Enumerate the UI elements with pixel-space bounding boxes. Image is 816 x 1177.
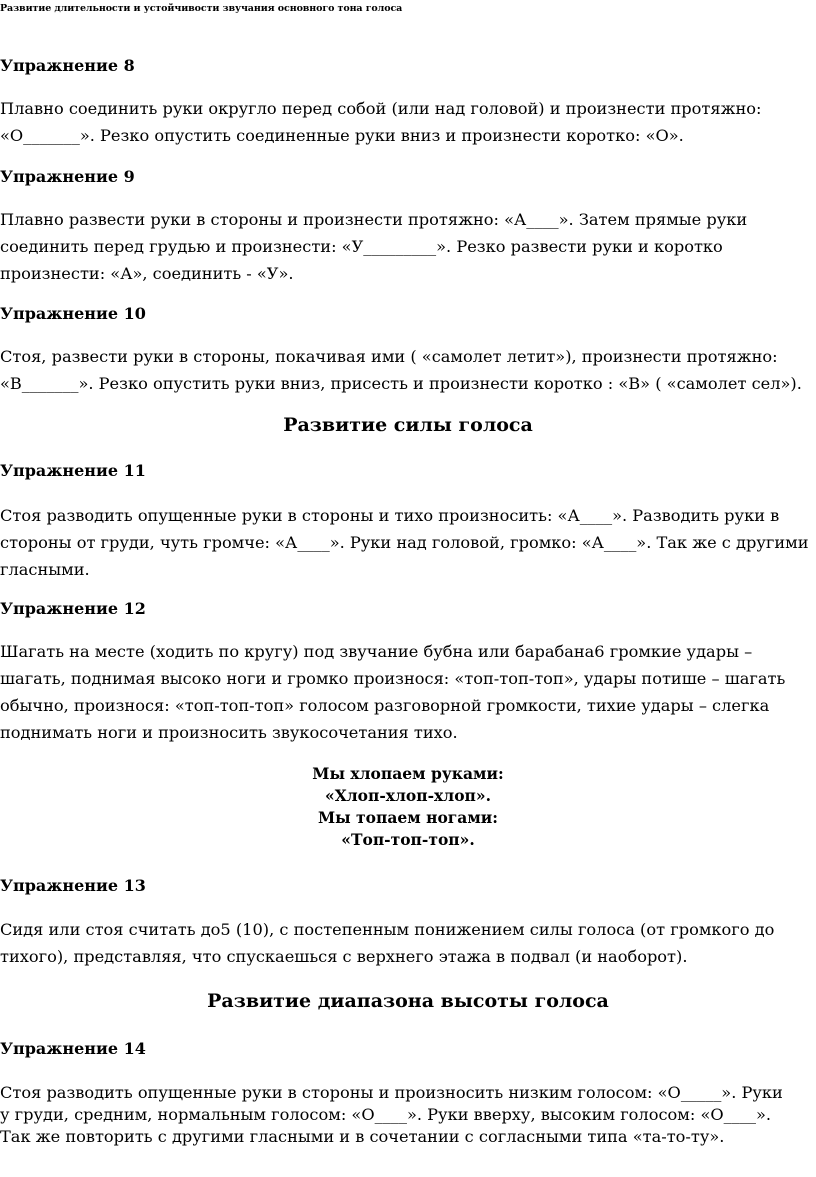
exercise-10-heading: Упражнение 10 [0,304,146,323]
exercise-14-text [0,1082,812,1148]
text-line: Стоя разводить опущенные руки в стороны и произносить низким голосом: «О_____». Руки [0,1083,783,1102]
text-line: Плавно развести руки в стороны и произнести протяжно: «А____». Затем прямые руки [0,210,748,229]
exercise-8-text [0,95,812,149]
text-line: Плавно соединить руки округло перед собой (или над головой) и произнести протяжно: [0,99,762,118]
text-line: Стоя, развести руки в стороны, покачивая ими ( «самолет летит»), произнести протяжно: [0,347,778,366]
text-line: гласными. [0,560,90,579]
text-line: шагать, поднимая высоко ноги и громко произнося: «топ-топ-топ», удары потише – шагать [0,669,786,688]
exercise-13-text [0,916,812,970]
text-line: Так же повторить с другими гласными и в сочетании с согласными типа «та-то-ту». [0,1127,725,1146]
text-line: соединить перед грудью и произнести: «У_________». Резко развести руки и коротко [0,237,723,256]
exercise-11-heading: Упражнение 11 [0,461,146,480]
exercise-13-heading: Упражнение 13 [0,876,146,895]
text-line: произнести: «А», соединить - «У». [0,264,294,283]
text-line: Сидя или стоя считать до5 (10), с постепенным понижением силы голоса (от громкого до [0,920,775,939]
poem-line: «Топ-топ-топ». [341,830,475,849]
section-heading-pitch-range: Развитие диапазона высоты голоса [207,990,609,1012]
exercise-14-heading: Упражнение 14 [0,1039,146,1058]
text-line: тихого), представляя, что спускаешься с верхнего этажа в подвал (и наоборот). [0,947,688,966]
text-line: стороны от груди, чуть громче: «А____». Руки над головой, громко: «А____». Так же с другими [0,533,809,552]
poem-block [0,763,816,851]
text-line: Шагать на месте (ходить по кругу) под звучание бубна или барабана6 громкие удары – [0,642,753,661]
poem-line: Мы топаем ногами: [317,808,499,827]
exercise-9-text [0,206,812,287]
text-line: Стоя разводить опущенные руки в стороны и тихо произносить: «А____». Разводить руки в [0,506,780,525]
exercise-11-text [0,502,812,583]
text-line: «В_______». Резко опустить руки вниз, присесть и произнести коротко : «В» ( «самолет сел»). [0,374,802,393]
section-heading-voice-force: Развитие силы голоса [283,414,533,436]
exercise-12-text [0,638,812,746]
exercise-8-heading: Упражнение 8 [0,56,135,75]
text-line: у груди, средним, нормальным голосом: «О____». Руки вверху, высоким голосом: «О____». [0,1105,772,1124]
exercise-10-text [0,343,812,397]
poem-line: «Хлоп-хлоп-хлоп». [325,786,491,805]
text-line: обычно, произнося: «топ-топ-топ» голосом разговорной громкости, тихие удары – слегка [0,696,770,715]
exercise-9-heading: Упражнение 9 [0,167,135,186]
text-line: поднимать ноги и произносить звукосочетания тихо. [0,723,458,742]
exercise-12-heading: Упражнение 12 [0,599,146,618]
text-line: «О_______». Резко опустить соединенные руки вниз и произнести коротко: «О». [0,126,684,145]
poem-line: Мы хлопаем руками: [312,764,504,783]
page-title: Развитие длительности и устойчивости звучания основного тона голоса [0,3,403,14]
